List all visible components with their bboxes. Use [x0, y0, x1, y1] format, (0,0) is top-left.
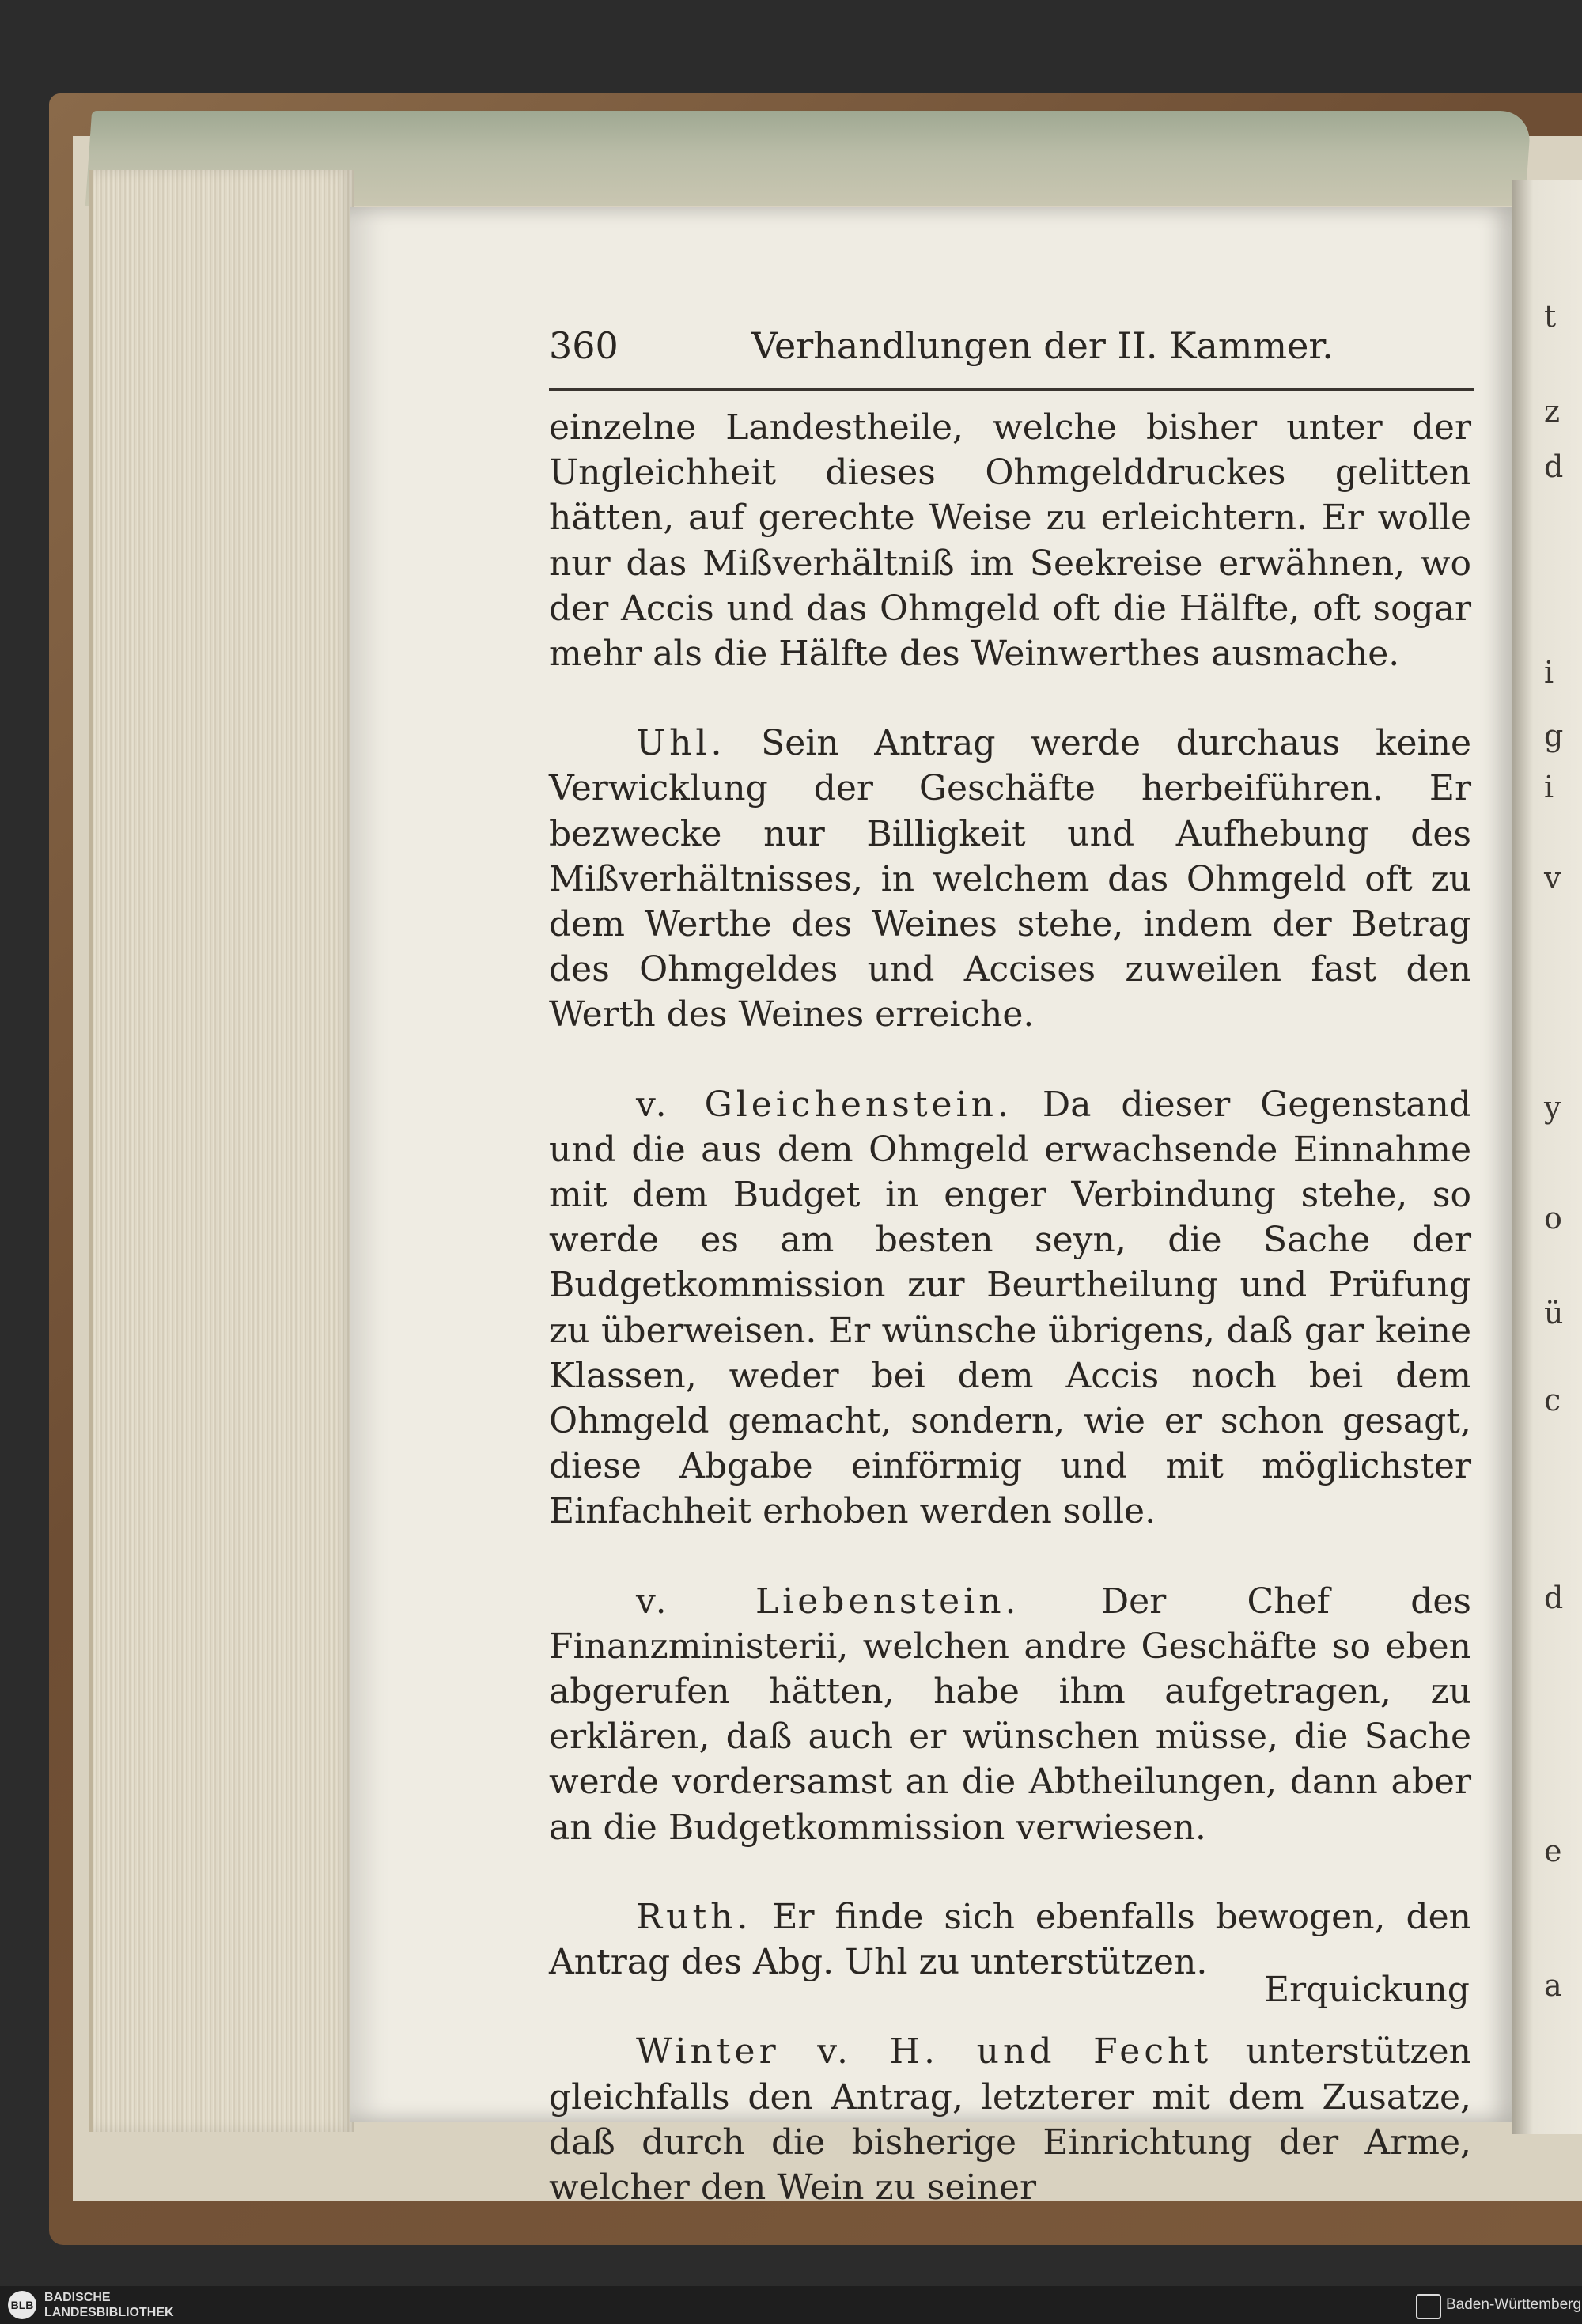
facing-page-glyph: a	[1544, 1968, 1562, 2003]
facing-page-glyph: y	[1544, 1090, 1561, 1125]
facing-page-glyph: d	[1544, 449, 1564, 484]
facing-page-glyph: ü	[1544, 1296, 1564, 1330]
state-name: Baden-Württemberg	[1446, 2296, 1582, 2313]
page-block-edge	[89, 170, 354, 2132]
paragraph	[549, 405, 1471, 676]
speaker-name: v. Gleichenstein.	[636, 1084, 1012, 1125]
facing-page-glyph: d	[1544, 1580, 1564, 1615]
speaker-name: Ruth.	[636, 1896, 752, 1937]
header-rule	[549, 388, 1474, 391]
facing-page-glyph: z	[1544, 394, 1561, 429]
facing-page-sliver	[1512, 180, 1582, 2134]
paragraph	[549, 2029, 1471, 2210]
paragraph	[549, 1579, 1471, 1850]
facing-page-glyph: t	[1544, 299, 1557, 334]
paragraph-text: Der Chef des Finanzministerii, welchen andre Geschäfte so eben abgerufen hätten, habe ihm aufgetragen, zu erklären, daß auch er wünschen müsse, die Sache werde vordersamst an die Abtheilungen, dann aber an die Budgetkommission verwiesen.	[549, 1580, 1471, 1848]
facing-page-glyph: c	[1544, 1383, 1561, 1417]
paragraph-text: unterstützen gleichfalls den Antrag, letzterer mit dem Zusatze, daß durch die bisherige Einrichtung der Arme, welcher den Wein zu seiner	[549, 2031, 1471, 2208]
facing-page-glyph: g	[1544, 718, 1564, 753]
library-footer	[0, 2286, 1582, 2324]
paragraph	[549, 1082, 1471, 1535]
speaker-name: Winter v. H. und Fecht	[636, 2031, 1213, 2072]
running-header	[549, 324, 1474, 380]
facing-page-glyph: o	[1544, 1201, 1562, 1236]
paragraph-text: Er finde sich ebenfalls bewogen, den Antrag des Abg. Uhl zu unterstützen.	[549, 1896, 1471, 1983]
paragraph-text: einzelne Landestheile, welche bisher unter der Ungleichheit dieses Ohmgelddruckes gelitten hätten, auf gerechte Weise zu erleichtern. Er wolle nur das Mißverhältniß im Seekreise erwähnen, wo der Accis und das Ohmgeld oft die Hälfte, oft sogar mehr als die Hälfte des Weinwerthes ausmache.	[549, 407, 1471, 675]
state-crest-icon	[1416, 2294, 1441, 2319]
facing-page-glyph: v	[1544, 861, 1561, 895]
paragraph-text: Sein Antrag werde durchaus keine Verwicklung der Geschäfte herbeiführen. Er bezwecke nur Billigkeit und Aufhebung des Mißverhältnisses, in welchem das Ohmgeld oft zu dem Werthe des Weines stehe, indem der Betrag des Ohmgeldes und Accises zuweilen fast den Werth des Weines erreiche.	[549, 723, 1471, 1035]
paragraph	[549, 721, 1471, 1037]
facing-page-glyph: e	[1544, 1834, 1562, 1868]
paragraph-text: Da dieser Gegenstand und die aus dem Ohmgeld erwachsende Einnahme mit dem Budget in enger Verbindung stehe, so werde es am besten seyn, die Sache der Budgetkommission zur Beurtheilung und Prüfung zu überweisen. Er wünsche übrigens, daß gar keine Klassen, weder bei dem Accis noch bei dem Ohmgeld gemacht, sondern, wie er schon gesagt, diese Abgabe einförmig und mit möglichster Einfachheit erhoben werden solle.	[549, 1084, 1471, 1532]
speaker-name: Uhl.	[636, 723, 726, 764]
facing-page-glyph: i	[1544, 655, 1554, 690]
catchword: Erquickung	[1264, 1970, 1470, 2010]
speaker-name: v. Liebenstein.	[636, 1580, 1020, 1622]
running-title: Verhandlungen der II. Kammer.	[751, 324, 1334, 367]
blb-logo-icon: BLB	[8, 2291, 36, 2319]
page-number: 360	[549, 324, 619, 367]
facing-page-glyph: i	[1544, 770, 1554, 804]
library-name-line2: LANDESBIBLIOTHEK	[44, 2306, 174, 2319]
library-name-line1: BADISCHE	[44, 2291, 111, 2304]
